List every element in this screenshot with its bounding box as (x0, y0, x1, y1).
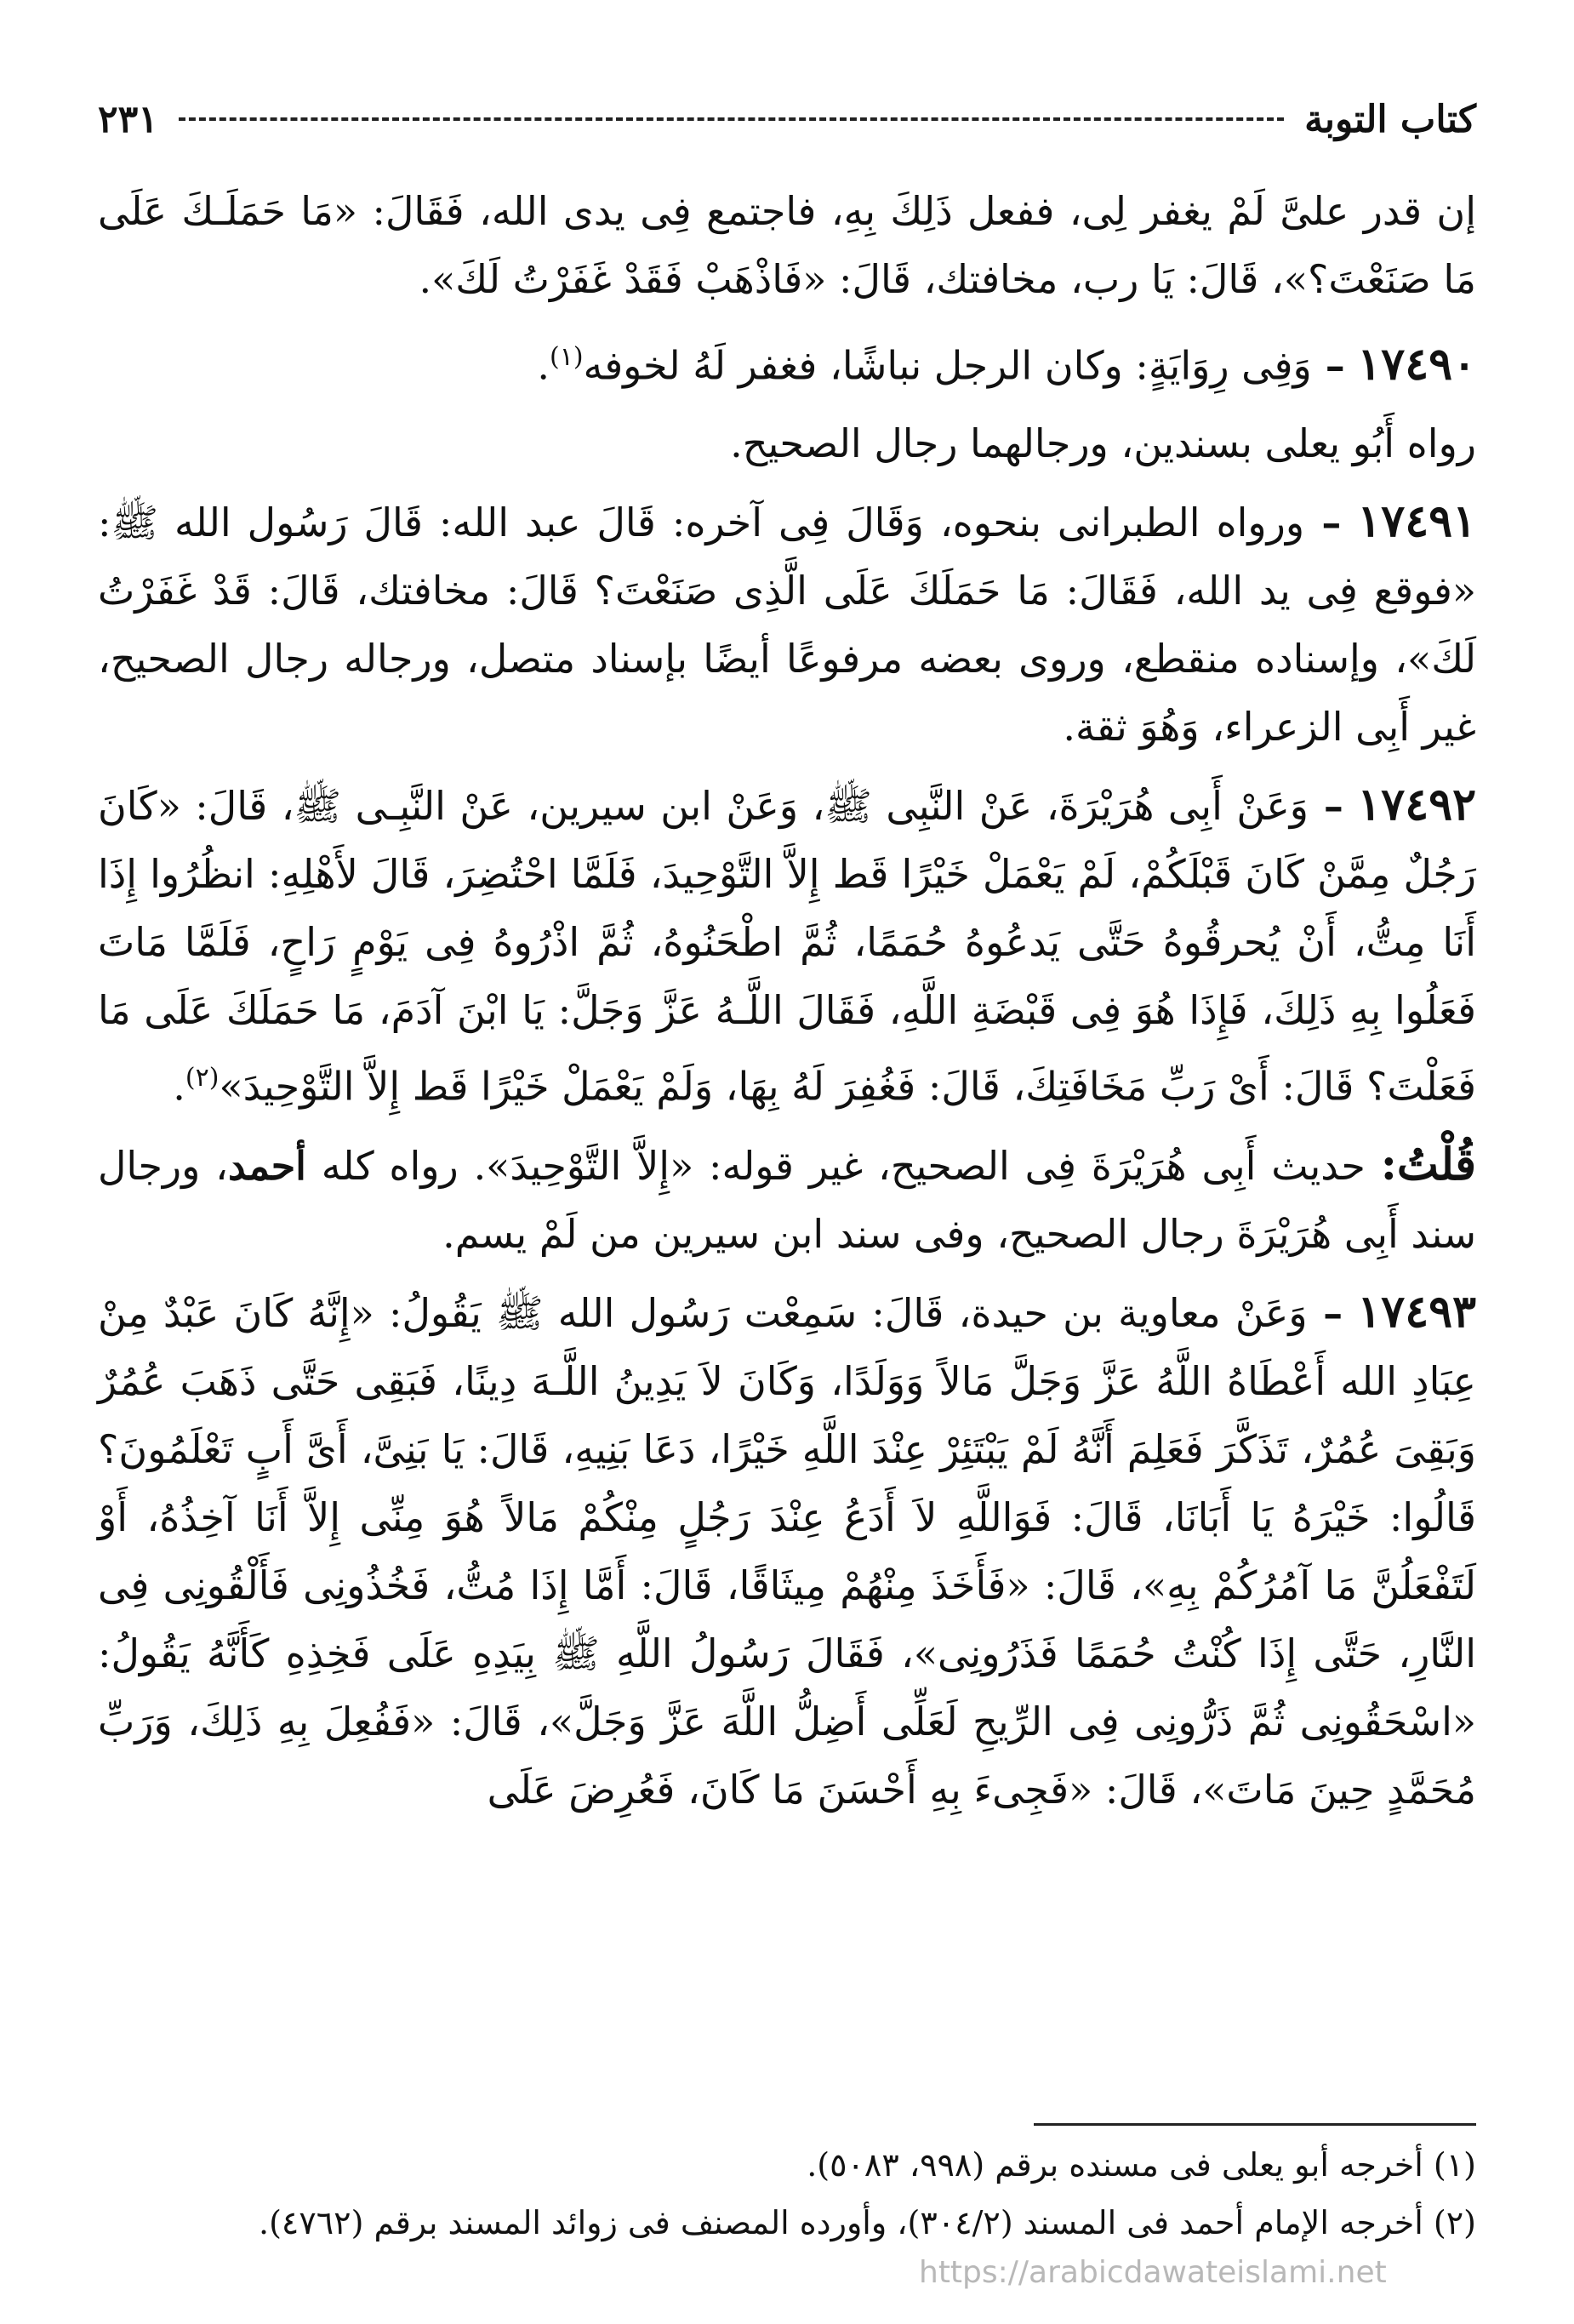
paragraph-end: ، ورجال سند أَبِى هُرَيْرَةَ رجال الصحيح، وفى سند ابن سيرين من لَمْ يسم. (98, 1142, 1476, 1257)
hadith-dash: – (1311, 342, 1345, 389)
page-number: ٢٣١ (98, 97, 158, 141)
main-text (98, 177, 1476, 1824)
footnote-2: (٢) أخرجه الإمام أحمد فى المسند (٣٠٤/٢)، وأورده المصنف فى زوائد المسند برقم (٤٧٦٢). (259, 2204, 1476, 2241)
paragraph-text: وَفِى رِوَايَةٍ: وكان الرجل نباشًا، فغفر لَهُ لخوفه (583, 342, 1312, 389)
hadith-17492 (98, 771, 1476, 1120)
hadith-number: ١٧٤٩٣ (1357, 1285, 1477, 1338)
paragraph-text: إن قدر علىَّ لَمْ يغفر لِى، ففعل ذَلِكَ بِهِ، فاجتمع فِى يدى الله، فَقَالَ: «مَا حَمَلَـكَ عَلَى مَا صَنَعْتَ؟»، قَالَ: يَا رب، مخافتك، قَالَ: «فَاذْهَبْ فَقَدْ غَفَرْتُ لَكَ». (98, 188, 1476, 302)
hadith-number: ١٧٤٩٢ (1357, 779, 1476, 831)
qultu-label: قُلْتُ: (1380, 1138, 1477, 1191)
qultu-commentary (98, 1131, 1476, 1268)
footnotes (98, 2136, 1476, 2252)
paragraph-continuation (98, 177, 1476, 313)
paragraph-grading (98, 409, 1476, 477)
paragraph-end: . (537, 342, 550, 389)
hadith-17491 (98, 488, 1476, 761)
watermark-url: https://arabicdawateislami.net (919, 2255, 1387, 2290)
source-name-bold: أحمد (227, 1142, 306, 1189)
header-dashed-rule (179, 117, 1284, 121)
hadith-dash: – (1307, 1289, 1343, 1336)
running-header (98, 85, 1476, 153)
hadith-number: ١٧٤٩٠ (1357, 338, 1476, 391)
footnote-separator (1034, 2123, 1476, 2126)
hadith-17490 (98, 323, 1476, 399)
paragraph-text: وَعَنْ معاوية بن حيدة، قَالَ: سَمِعْت رَسُول الله ﷺ يَقُولُ: «إِنَّهُ كَانَ عَبْدٌ مِنْ عِبَادِ الله أَعْطَاهُ اللَّهُ عَزَّ وَجَلَّ مَالاً وَوَلَدًا، وَكَانَ لاَ يَدِينُ اللَّـهَ دِينًا، فَبَقِى حَتَّى ذَهَبَ عُمُرٌ وَبَقِىَ عُمُرٌ، تَذَكَّرَ فَعَلِمَ أَنَّهُ لَمْ يَبْتَئِرْ عِنْدَ اللَّهِ خَيْرًا، دَعَا بَنِيهِ، قَالَ: يَا بَنِىَّ، أَىَّ أَبٍ تَعْلَمُونَ؟ قَالُوا: خَيْرَهُ يَا أَبَانَا، قَالَ: فَوَاللَّهِ لاَ أَدَعُ عِنْدَ رَجُلٍ مِنْكُمْ مَالاً هُوَ مِنِّى إِلاَّ أَنَا آخِذُهُ، أَوْ لَتَفْعَلُنَّ مَا آمُرُكُمْ بِهِ»، قَالَ: «فَأَخَذَ مِنْهُمْ مِيثَاقًا، قَالَ: أَمَّا إِذَا مُتُّ، فَخُذُونِى فَأَلْقُونِى فِى النَّارِ، حَتَّى إِذَا كُنْتُ حُمَمًا فَذَرُونِى»، فَقَالَ رَسُولُ اللَّهِ ﷺ بِيَدِهِ عَلَى فَخِذِهِ كَأَنَّهُ يَقُولُ: «اسْحَقُونِى ثُمَّ ذَرُّونِى فِى الرِّيحِ لَعَلِّى أَضِلُّ اللَّهَ عَزَّ وَجَلَّ»، قَالَ: «فَفُعِلَ بِهِ ذَلِكَ، وَرَبِّ مُحَمَّدٍ حِينَ مَاتَ»، قَالَ: «فَجِىءَ بِهِ أَحْسَنَ مَا كَانَ، فَعُرِضَ عَلَى (98, 1289, 1476, 1813)
book-title: كتاب التوبة (1304, 97, 1476, 141)
footnote-ref: (١) (549, 342, 584, 372)
paragraph-text: حديث أَبِى هُرَيْرَةَ فِى الصحيح، غير قوله: «إِلاَّ التَّوْحِيدَ». رواه كله (321, 1142, 1366, 1189)
footnote-1: (١) أخرجه أبو يعلى فى مسنده برقم (٩٩٨، ٥٠٨٣). (807, 2146, 1476, 2184)
hadith-dash: – (1309, 783, 1343, 830)
hadith-dash: – (1304, 500, 1342, 546)
hadith-number: ١٧٤٩١ (1357, 495, 1477, 548)
paragraph-end: . (173, 1063, 185, 1110)
footnote-ref: (٢) (185, 1063, 220, 1093)
hadith-17493 (98, 1278, 1476, 1824)
paragraph-text: وَعَنْ أَبِى هُرَيْرَةَ، عَنْ النَّبِى ﷺ، وَعَنْ ابن سيرين، عَنْ النَّبِـى ﷺ، قَالَ: «كَانَ رَجُلٌ مِمَّنْ كَانَ قَبْلَكُمْ، لَمْ يَعْمَلْ خَيْرًا قَط إِلاَّ التَّوْحِيدَ، فَلَمَّا احْتُضِرَ، قَالَ لأَهْلِهِ: انظُرُوا إِذَا أَنَا مِتُّ، أَنْ يُحرقُوهُ حَتَّى يَدعُوهُ حُمَمًا، ثُمَّ اطْحَنُوهُ، ثُمَّ اذْرُوهُ فِى يَوْمٍ رَاحٍ، فَلَمَّا مَاتَ فَعَلُوا بِهِ ذَلِكَ، فَإِذَا هُوَ فِى قَبْضَةِ اللَّهِ، فَقَالَ اللَّـهُ عَزَّ وَجَلَّ: يَا ابْنَ آدَمَ، مَا حَمَلَكَ عَلَى مَا فَعَلْتَ؟ قَالَ: أَىْ رَبِّ مَخَافَتِكَ، قَالَ: فَغُفِرَ لَهُ بِهَا، وَلَمْ يَعْمَلْ خَيْرًا قَط إِلاَّ التَّوْحِيدَ» (98, 783, 1476, 1110)
paragraph-text: ورواه الطبرانى بنحوه، وَقَالَ فِى آخره: قَالَ عبد الله: قَالَ رَسُول الله ﷺ: «فوقع فِى يد الله، فَقَالَ: مَا حَمَلَكَ عَلَى الَّذِى صَنَعْتَ؟ قَالَ: مخافتك، قَالَ: قَدْ غَفَرْتُ لَكَ»، وإسناده منقطع، وروى بعضه مرفوعًا أيضًا بإسناد متصل، ورجاله رجال الصحيح، غير أَبِى الزعراء، وَهُوَ ثقة. (98, 500, 1476, 751)
paragraph-text: رواه أَبُو يعلى بسندين، ورجالهما رجال الصحيح. (730, 420, 1476, 467)
